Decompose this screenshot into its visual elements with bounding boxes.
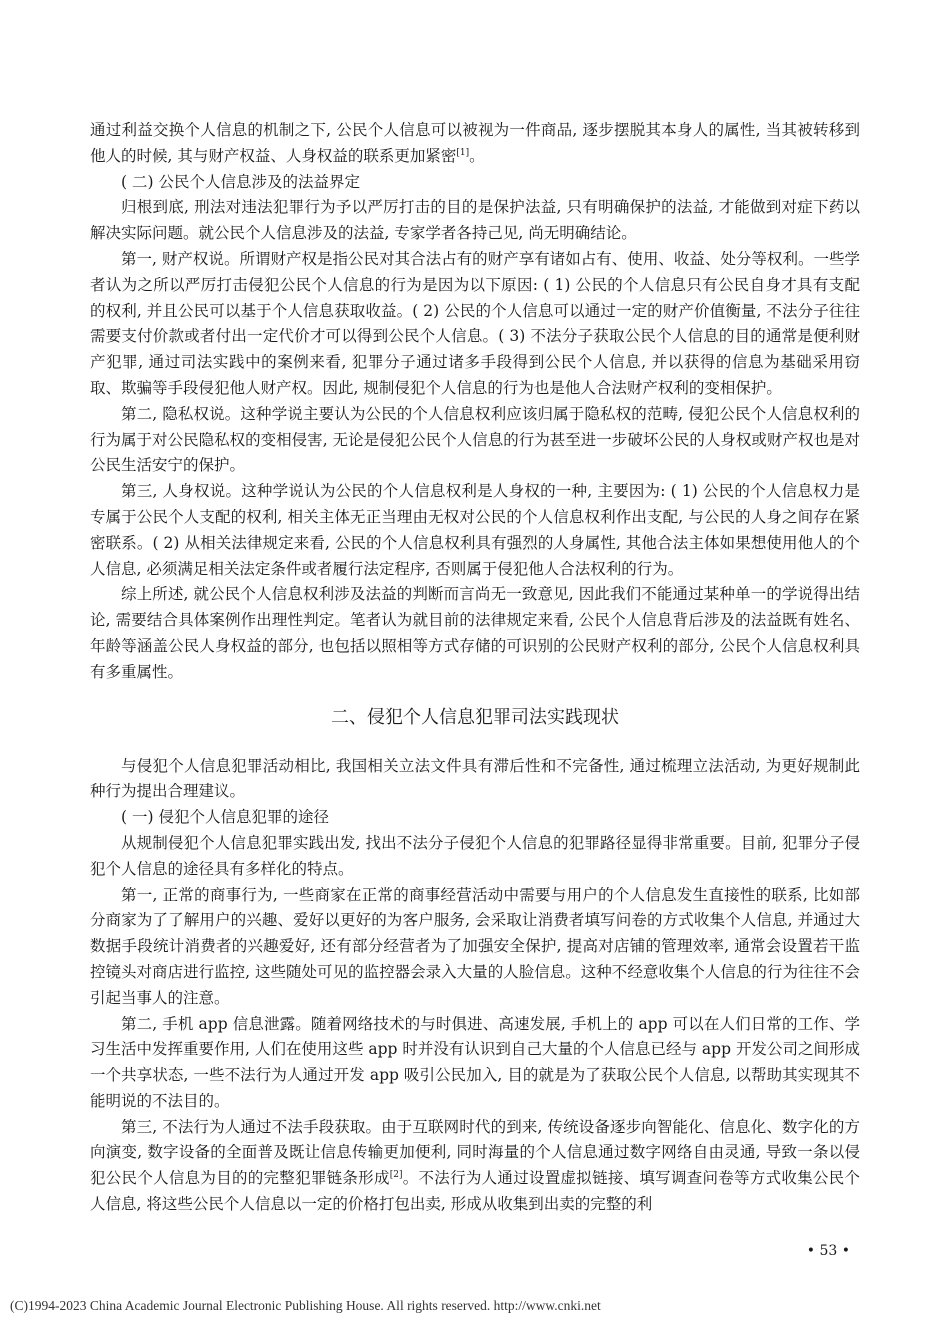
paragraph: 从规制侵犯个人信息犯罪实践出发, 找出不法分子侵犯个人信息的犯罪路径显得非常重要。目前, 犯罪分子侵犯个人信息的途径具有多样化的特点。 bbox=[90, 833, 860, 878]
article-body bbox=[90, 118, 860, 1218]
page-number: • 53 • bbox=[806, 1243, 850, 1259]
citation-2[interactable]: [2] bbox=[389, 1170, 403, 1181]
copyright-footer: (C)1994-2023 China Academic Journal Electronic Publishing House. All rights reserved. http://www.cnki.net bbox=[10, 1298, 601, 1313]
paragraph-app-leak: 第二, 手机 app 信息泄露。随着网络技术的与时俱进、高速发展, 手机上的 app 可以在人们日常的工作、学习生活中发挥重要作用, 人们在使用这些 app 时并没有认识到自己大量的个人信息已经与 app 开发公司之间形成一个共享状态, 一些不法行为人通过开发 app 吸引公民加入, 目的就是为了获取公民个人信息, 以帮助其实现其不能明说的不法目的。 bbox=[90, 1014, 860, 1110]
paragraph-personal-right-theory: 第三, 人身权说。这种学说认为公民的个人信息权利是人身权的一种, 主要因为: ( 1) 公民的个人信息权力是专属于公民个人支配的权利, 相关主体无正当理由无权对公民的个人信息权利作出支配, 与公民的人身之间存在紧密联系。( 2) 从相关法律规定来看, 公民的个人信息权利具有强烈的人身属性, 其他合法主体如果想使用他人的个人信息, 必须满足相关法定条件或者履行法定程序, 否则属于侵犯他人合法权利的行为。 bbox=[90, 482, 860, 578]
paragraph-intro: 通过利益交换个人信息的机制之下, 公民个人信息可以被视为一件商品, 逐步摆脱其本身人的属性, 当其被转移到他人的时候, 其与财产权益、人身权益的联系更加紧密[1]。 bbox=[90, 121, 860, 165]
citation-1[interactable]: [1] bbox=[456, 147, 470, 158]
paragraph-summary: 综上所述, 就公民个人信息权利涉及法益的判断而言尚无一致意见, 因此我们不能通过某种单一的学说得出结论, 需要结合具体案例作出理性判定。笔者认为就目前的法律规定来看, 公民个人信息背后涉及的法益既有姓名、年龄等涵盖公民人身权益的部分, 也包括以照相等方式存储的可识别的公民财产权利的部分, 公民个人信息权利具有多重属性。 bbox=[90, 585, 860, 681]
subheading-legal-interest: ( 二) 公民个人信息涉及的法益界定 bbox=[121, 172, 360, 191]
paragraph: 归根到底, 刑法对违法犯罪行为予以严厉打击的目的是保护法益, 只有明确保护的法益, 才能做到对症下药以解决实际问题。就公民个人信息涉及的法益, 专家学者各持己见, 尚无明确结论。 bbox=[90, 198, 860, 243]
section-heading: 二、侵犯个人信息犯罪司法实践现状 bbox=[331, 706, 619, 728]
paragraph-illegal-means: 第三, 不法行为人通过不法手段获取。由于互联网时代的到来, 传统设备逐步向智能化、信息化、数字化的方向演变, 数字设备的全面普及既让信息传输更加便利, 同时海量的个人信息通过数字网络自由灵通, 导致一条以侵犯公民个人信息为目的的完整犯罪链条形成[2]。不法行为人通过设置虚拟链接、填写调查问卷等方式收集公民个人信息, 将这些公民个人信息以一定的价格打包出卖, 形成从收集到出卖的完整的利 bbox=[90, 1117, 860, 1214]
paragraph-privacy-theory: 第二, 隐私权说。这种学说主要认为公民的个人信息权利应该归属于隐私权的范畴, 侵犯公民个人信息权利的行为属于对公民隐私权的变相侵害, 无论是侵犯公民个人信息的行为甚至进一步破坏公民的人身权或财产权也是对公民生活安宁的保护。 bbox=[90, 404, 860, 475]
subheading-crime-paths: ( 一) 侵犯个人信息犯罪的途径 bbox=[121, 808, 329, 827]
paragraph-property-theory: 第一, 财产权说。所谓财产权是指公民对其合法占有的财产享有诸如占有、使用、收益、处分等权利。一些学者认为之所以严厉打击侵犯公民个人信息的行为是因为以下原因: ( 1) 公民的个人信息只有公民自身才具有支配的权利, 并且公民可以基于个人信息获取收益。( 2) 公民的个人信息可以通过一定的财产价值衡量, 不法分子往往需要支付价款或者付出一定代价才可以得到公民个人信息。( 3) 不法分子获取公民个人信息的目的通常是便利财产犯罪, 通过司法实践中的案例来看, 犯罪分子通过诸多手段得到公民个人信息, 并以获得的信息为基础采用窃取、欺骗等手段侵犯他人财产权。因此, 规制侵犯个人信息的行为也是他人合法财产权利的变相保护。 bbox=[90, 249, 860, 397]
paragraph-commercial-behavior: 第一, 正常的商事行为, 一些商家在正常的商事经营活动中需要与用户的个人信息发生直接性的联系, 比如部分商家为了了解用户的兴趣、爱好以更好的为客户服务, 会采取让消费者填写问卷的方式收集个人信息, 并通过大数据手段统计消费者的兴趣爱好, 还有部分经营者为了加强安全保护, 提高对店铺的管理效率, 通常会设置若干监控镜头对商店进行监控, 这些随处可见的监控器会录入大量的人脸信息。这种不经意收集个人信息的行为往往不会引起当事人的注意。 bbox=[90, 885, 860, 1007]
paragraph: 与侵犯个人信息犯罪活动相比, 我国相关立法文件具有滞后性和不完备性, 通过梳理立法活动, 为更好规制此种行为提出合理建议。 bbox=[90, 756, 860, 801]
